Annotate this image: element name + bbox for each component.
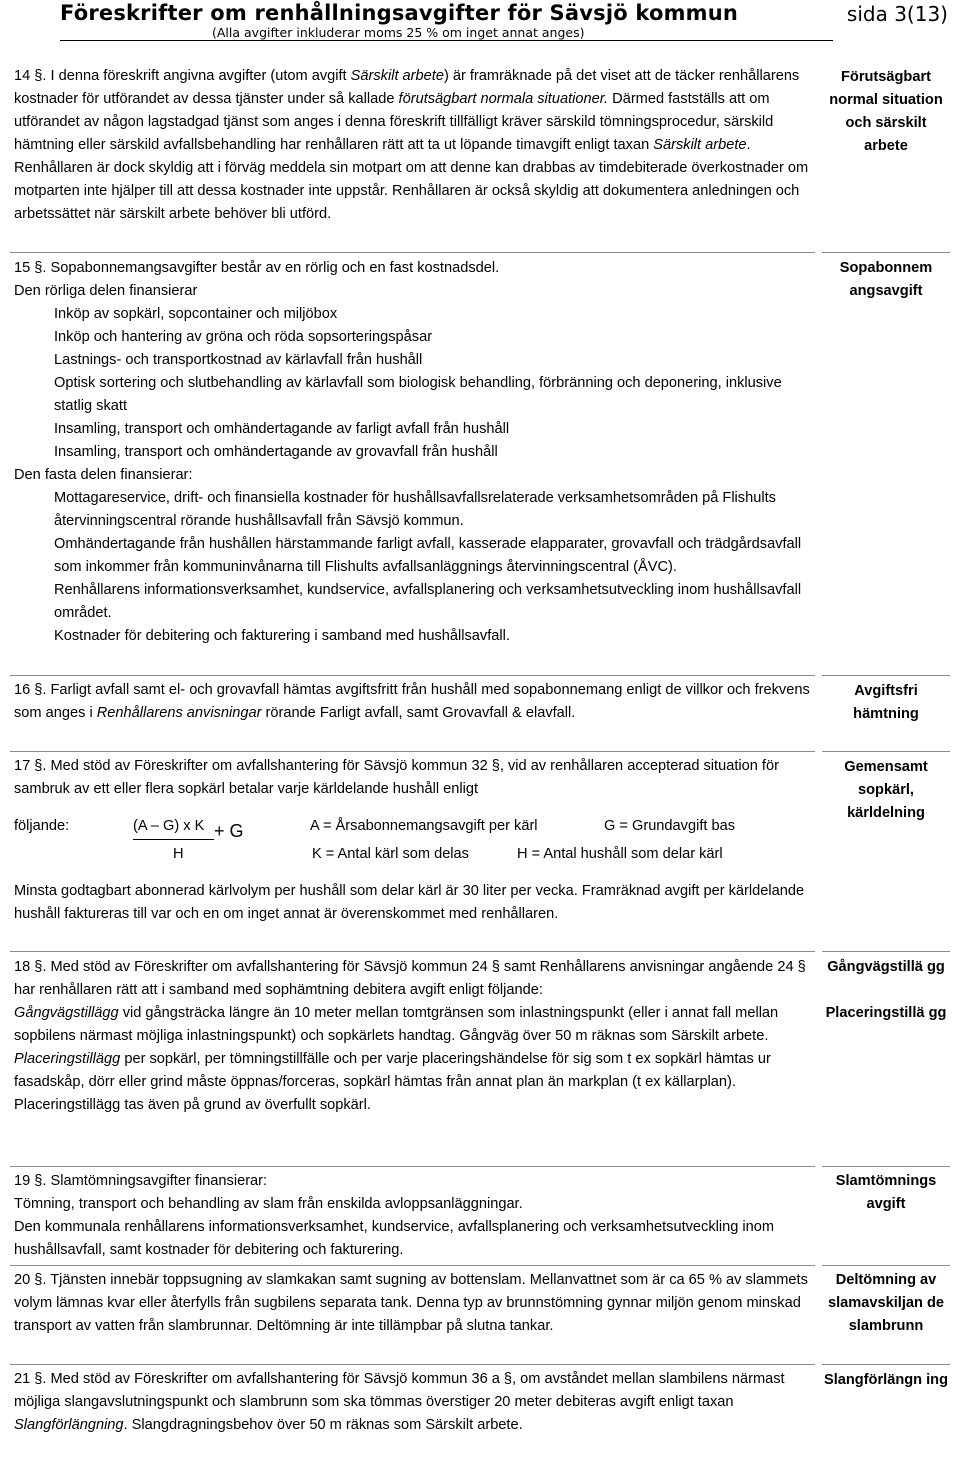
list-item: Insamling, transport och omhändertagande av farligt avfall från hushåll [54, 421, 510, 437]
list-item: Lastnings- och transportkostnad av kärlavfall från hushåll [54, 352, 423, 368]
p14-italic-3: Särskilt arbete [653, 137, 747, 153]
section-divider [10, 252, 815, 253]
p14-text-2: ) är framräknade på det viset att de täcker renhållarens kostnader för utförandet av dessa tjänster under så kallade [14, 68, 800, 107]
formula-plus-g: + G [214, 821, 244, 841]
paragraph-15 [14, 257, 814, 648]
p18-italic-2: Placeringstillägg [14, 1051, 121, 1067]
paragraph-18 [14, 956, 814, 1117]
p16-italic-1: Renhållarens anvisningar [96, 705, 262, 721]
p14-text-1: 14 §. I denna föreskrift angivna avgifter (utom avgift [14, 68, 351, 84]
list-item: Kostnader för debitering och fakturering i samband med hushållsavfall. [54, 628, 510, 644]
margin-heading-slangforlang: Slangförlängn ing [823, 1372, 949, 1388]
section-divider [10, 1364, 815, 1365]
header-rule [60, 40, 833, 41]
p18-text-1: vid gångsträcka längre än 10 meter mellan tomtgränsen som inlastningspunkt (eller i annat fall mellan sopbilens närmast möjliga inlastningspunkt) och sopkärlets handtag. Gångväg över 50 m räknas som Särskilt arbete. [14, 1005, 779, 1044]
p17-after: Minsta godtagbart abonnerad kärlvolym per hushåll som delar kärl är 30 liter per vecka. Framräknad avgift per kärldelande hushåll faktureras till var och en om inget annat är överenskommet med renhållaren. [14, 883, 805, 922]
cost-sharing-formula [14, 812, 814, 872]
formula-label: följande: [14, 818, 70, 834]
margin-heading-placering: Placeringstillä gg [825, 1005, 947, 1021]
paragraph-14 [14, 65, 814, 226]
margin-divider [822, 675, 950, 676]
section-divider [10, 675, 815, 676]
p19-line-2: Den kommunala renhållarens informationsverksamhet, kundservice, avfallsplanering och verksamhetsutveckling inom hushållsavfall, samt kostnader för debitering och fakturering. [14, 1219, 775, 1258]
paragraph-20 [14, 1269, 814, 1338]
p21-italic-1: Slangförlängning [14, 1417, 124, 1433]
p21-text-1: 21 §. Med stöd av Föreskrifter om avfallshantering för Sävsjö kommun 36 a §, om avståndet mellan slambilens närmast möjliga slangavslutningspunkt och slambrunn som ska tömmas överstiger 20 meter debiteras avgift enligt taxan [14, 1371, 785, 1410]
formula-def-h: H = Antal hushåll som delar kärl [517, 846, 723, 862]
p17-text: 17 §. Med stöd av Föreskrifter om avfallshantering för Sävsjö kommun 32 §, vid av renhållaren accepterad situation för sambruk av ett eller flera sopkärl betalar varje kärldelande hushåll enligt [14, 758, 779, 797]
section-divider [10, 951, 815, 952]
margin-heading-gemensamt: Gemensamt sopkärl, kärldelning [844, 759, 928, 821]
p14-italic-1: Särskilt arbete [350, 68, 444, 84]
formula-denominator: H [173, 846, 184, 862]
p15-variable-heading: Den rörliga delen finansierar [14, 283, 198, 299]
p15-intro: 15 §. Sopabonnemangsavgifter består av en rörlig och en fast kostnadsdel. [14, 260, 500, 276]
paragraph-16 [14, 679, 814, 725]
list-item: Mottagareservice, drift- och finansiella kostnader för hushållsavfallsrelaterade verksamhetsområden på Flishults återvinningscentral rörande hushållsavfall från Sävsjö kommun. [54, 490, 776, 529]
margin-divider [822, 751, 950, 752]
margin-heading-gangvag: Gångvägstillä gg [827, 959, 945, 975]
formula-def-a: A = Årsabonnemangsavgift per kärl [310, 818, 538, 834]
p14-text-4: . Renhållaren är dock skyldig att i förväg meddela sin motpart om att denne kan drabbas av timdebiterade överkostnader om motparten inte hjälper till att dessa kostnader inte uppstår. Renhållaren är också skyldig att dokumentera anledningen och arbetssättet när särskilt arbete behöver bli utförd. [14, 137, 809, 222]
paragraph-17-continued [14, 880, 814, 926]
section-divider [10, 751, 815, 752]
list-item: Inköp och hantering av gröna och röda sopsorteringspåsar [54, 329, 433, 345]
formula-def-k: K = Antal kärl som delas [312, 846, 469, 862]
margin-divider [822, 252, 950, 253]
formula-def-g: G = Grundavgift bas [604, 818, 736, 834]
p21-text-2: . Slangdragningsbehov över 50 m räknas som Särskilt arbete. [123, 1417, 523, 1433]
margin-divider [822, 1166, 950, 1167]
margin-heading-sopabonnemang: Sopabonnem angsavgift [839, 260, 933, 299]
section-divider [10, 1166, 815, 1167]
p14-italic-2: förutsägbart normala situationer. [398, 91, 609, 107]
p16-text-1: 16 §. Farligt avfall samt el- och grovavfall hämtas avgiftsfritt från hushåll med sopabonnemang enligt de villkor och frekvens som anges i [14, 682, 810, 721]
p19-intro: 19 §. Slamtömningsavgifter finansierar: [14, 1173, 268, 1189]
paragraph-21 [14, 1368, 814, 1437]
margin-divider [822, 951, 950, 952]
list-item: Inköp av sopkärl, sopcontainer och miljöbox [54, 306, 338, 322]
p14-text-3: Därmed fastställs att om utförandet av någon lagstadgad tjänst som anges i denna föreskrift tillfälligt kräver särskild tömningsprocedur, särskild hämtning eller särskild avfallsbehandling har renhållaren rätt att ta ut löpande timavgift enligt taxan [14, 91, 774, 153]
margin-heading-deltomning: Deltömning av slamavskiljan de slambrunn [827, 1272, 944, 1334]
section-divider [10, 1265, 815, 1266]
p18-text-2: per sopkärl, per tömningstillfälle och per varje placeringshändelse för sig som t ex sopkärl hämtas ur fasadskåp, dörr eller grind måste öppnas/forceras, sopkärl hämtas från annat plan än markplan (t ex källarplan). Placeringstillägg tas även på grund av överfullt sopkärl. [14, 1051, 771, 1113]
p15-fixed-heading: Den fasta delen finansierar: [14, 467, 193, 483]
p18-italic-1: Gångvägstillägg [14, 1005, 119, 1021]
formula-numerator: (A – G) x K [133, 818, 205, 834]
paragraph-17 [14, 755, 814, 801]
p20-text: 20 §. Tjänsten innebär toppsugning av slamkakan samt sugning av bottenslam. Mellanvattnet som är ca 65 % av slammets volym lämnas kvar eller återfylls från sugbilens separata tank. Denna typ av brunnstömning gynnar miljön genom minskad transport av vatten från slambrunnar. Deltömning är inte tillämpbar på slutna tankar. [14, 1272, 808, 1334]
p16-text-2: rörande Farligt avfall, samt Grovavfall & elavfall. [261, 705, 576, 721]
fraction-bar [133, 839, 214, 840]
list-item: Renhållarens informationsverksamhet, kundservice, avfallsplanering och verksamhetsutveckling inom hushållsavfall området. [54, 582, 802, 621]
margin-heading-forutsagbart: Förutsägbart normal situation och särskilt arbete [829, 69, 943, 154]
margin-heading-avgiftsfri: Avgiftsfri hämtning [853, 683, 919, 722]
list-item: Optisk sortering och slutbehandling av kärlavfall som biologisk behandling, förbränning och deponering, inklusive statlig skatt [54, 375, 782, 414]
list-item: Omhändertagande från hushållen härstammande farligt avfall, kasserade elapparater, grovavfall och trädgårdsavfall som inkommer från kommuninvånarna till Flishults avfallsanläggnings återvinningscentral (ÅVC). [54, 536, 802, 575]
paragraph-19 [14, 1170, 814, 1262]
p19-line-1: Tömning, transport och behandling av slam från enskilda avloppsanläggningar. [14, 1196, 523, 1212]
list-item: Insamling, transport och omhändertagande av grovavfall från hushåll [54, 444, 498, 460]
margin-divider [822, 1265, 950, 1266]
document-subtitle: (Alla avgifter inkluderar moms 25 % om inget annat anges) [212, 25, 585, 40]
document-title: Föreskrifter om renhållningsavgifter för Sävsjö kommun [60, 1, 739, 25]
p18-intro: 18 §. Med stöd av Föreskrifter om avfallshantering för Sävsjö kommun 24 § samt Renhållarens anvisningar angående 24 § har renhållaren rätt att i samband med sophämtning debitera avgift enligt följande: [14, 959, 806, 998]
margin-heading-slamtomning: Slamtömnings avgift [835, 1173, 937, 1212]
margin-divider [822, 1364, 950, 1365]
page-number: sida 3(13) [846, 2, 948, 26]
